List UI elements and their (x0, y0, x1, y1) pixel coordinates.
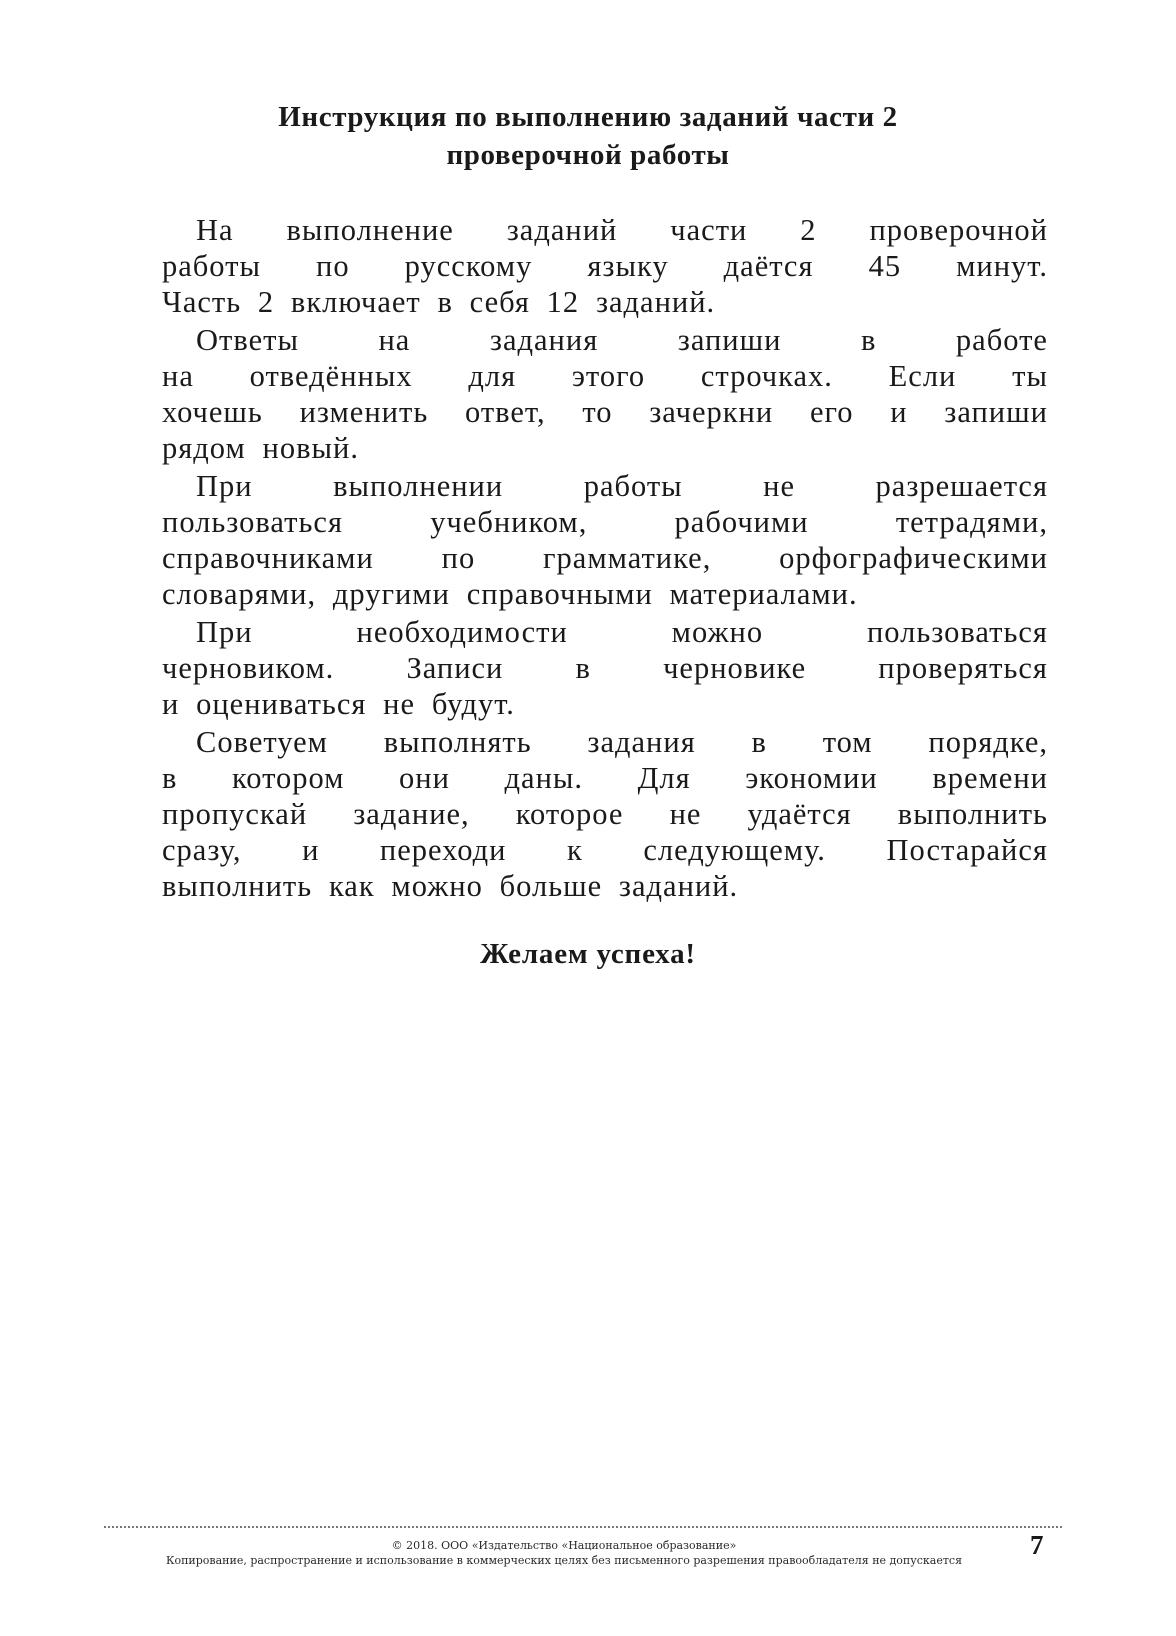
word: части (670, 213, 748, 247)
text-line (162, 796, 1048, 832)
text-line (162, 358, 1048, 394)
word: 2 (257, 285, 275, 319)
word: даны. (504, 761, 584, 795)
word: к (566, 833, 583, 867)
word: по (316, 249, 350, 283)
word: пропускай (162, 797, 308, 831)
word: проверяться (878, 651, 1048, 685)
footer-divider (104, 1526, 1062, 1528)
word: При (196, 615, 253, 649)
word: ответ, (464, 395, 546, 429)
word: тетрадями, (895, 505, 1048, 539)
paragraph (162, 212, 1048, 320)
word: можно (671, 615, 764, 649)
footer-copyright: © 2018. ООО «Издательство «Национальное образование» (391, 1539, 737, 1552)
word: другими (332, 577, 450, 611)
word: следующему. (643, 833, 826, 867)
word: выполнить (897, 797, 1048, 831)
word: изменить (299, 395, 429, 429)
word: разрешается (875, 469, 1048, 503)
text-line (162, 430, 1048, 466)
word: больше (499, 869, 603, 903)
word: в (575, 651, 591, 685)
text-line (162, 540, 1048, 576)
word: запиши (677, 323, 782, 357)
word: задания (489, 323, 599, 357)
word: заданий (506, 213, 618, 247)
word: пользоваться (162, 505, 343, 539)
word: выполнять (383, 725, 532, 759)
text-line (162, 394, 1048, 430)
word: материалами. (669, 577, 858, 611)
word: времени (932, 761, 1048, 795)
word: справочниками (162, 541, 374, 575)
word: русскому (404, 249, 533, 283)
word: При (196, 469, 253, 503)
word: хочешь (162, 395, 263, 429)
word: в (860, 323, 877, 357)
text-line (162, 468, 1048, 504)
word: проверочной (869, 213, 1048, 247)
closing-wish: Желаем успеха! (480, 938, 696, 970)
word: выполнить (162, 869, 313, 903)
word: том (822, 725, 873, 759)
word: по (441, 541, 476, 575)
word: учебником, (430, 505, 588, 539)
word: 2 (800, 213, 817, 247)
text-line (162, 868, 1048, 904)
word: порядке, (928, 725, 1048, 759)
word: заданий. (618, 869, 739, 903)
text-line (162, 504, 1048, 540)
word: словарями, (162, 577, 317, 611)
word: пользоваться (866, 615, 1048, 649)
word: себя (469, 285, 530, 319)
title-line-1: Инструкция по выполнению заданий части 2 (278, 101, 898, 133)
word: не (383, 687, 416, 721)
word: включает (290, 285, 421, 319)
word: отведённых (249, 359, 413, 393)
word: рабочими (674, 505, 809, 539)
word: 45 (868, 249, 902, 283)
text-line (162, 322, 1048, 358)
paragraph (162, 724, 1048, 904)
word: черновике (663, 651, 807, 685)
word: Ответы (196, 323, 299, 357)
word: выполнение (286, 213, 454, 247)
text-line (162, 760, 1048, 796)
word: Часть (162, 285, 242, 319)
instruction-body (162, 212, 1048, 906)
word: в (437, 285, 453, 319)
word: Постарайся (886, 833, 1048, 867)
word: оцениваться (196, 687, 367, 721)
word: справочными (466, 577, 653, 611)
text-line (162, 686, 1048, 722)
page-title (150, 98, 1026, 174)
text-line (162, 614, 1048, 650)
word: котором (231, 761, 345, 795)
word: выполнении (333, 469, 504, 503)
word: заданий. (595, 285, 716, 319)
word: его (809, 395, 854, 429)
word: будут. (431, 687, 515, 721)
page-number: 7 (1030, 1530, 1044, 1560)
word: в (751, 725, 767, 759)
word: запиши (944, 395, 1048, 429)
word: Для (637, 761, 691, 795)
text-line (162, 212, 1048, 248)
word: которое (515, 797, 624, 831)
word: и (890, 395, 908, 429)
word: и (162, 687, 180, 721)
word: Записи (406, 651, 504, 685)
footer-notice: Копирование, распространение и использование в коммерческих целях без письменного разрешения правообладателя не допускается (165, 1554, 963, 1567)
word: сразу, (162, 833, 242, 867)
word: языку (587, 249, 669, 283)
word: переходи (379, 833, 507, 867)
footer (104, 1538, 1024, 1568)
word: работы (583, 469, 683, 503)
word: экономии (745, 761, 878, 795)
word: задание, (353, 797, 470, 831)
word: рядом (162, 431, 246, 465)
paragraph (162, 468, 1048, 612)
word: 12 (546, 285, 580, 319)
word: на (162, 359, 194, 393)
word: они (399, 761, 450, 795)
word: ты (1012, 359, 1048, 393)
word: Советуем (196, 725, 328, 759)
word: не (669, 797, 702, 831)
text-line (162, 576, 1048, 612)
word: в (162, 761, 178, 795)
word: этого (571, 359, 646, 393)
word: строчках. (700, 359, 833, 393)
word: не (763, 469, 796, 503)
word: зачеркни (649, 395, 774, 429)
text-line (162, 284, 1048, 320)
paragraph (162, 322, 1048, 466)
word: работе (955, 323, 1048, 357)
text-line (162, 832, 1048, 868)
word: орфографическими (779, 541, 1048, 575)
word: на (378, 323, 411, 357)
word: На (196, 213, 234, 247)
word: новый. (262, 431, 359, 465)
text-line (162, 724, 1048, 760)
paragraph (162, 614, 1048, 722)
title-line-2: проверочной работы (446, 139, 730, 171)
word: даётся (723, 249, 814, 283)
word: Если (888, 359, 957, 393)
word: необходимости (356, 615, 568, 649)
word: работы (162, 249, 261, 283)
word: как (328, 869, 375, 903)
text-line (162, 650, 1048, 686)
word: грамматике, (543, 541, 712, 575)
text-line (162, 248, 1048, 284)
word: для (468, 359, 517, 393)
word: задания (587, 725, 696, 759)
word: черновиком. (162, 651, 335, 685)
word: удаётся (747, 797, 852, 831)
word: то (582, 395, 613, 429)
word: и (302, 833, 320, 867)
word: можно (391, 869, 483, 903)
word: минут. (956, 249, 1048, 283)
